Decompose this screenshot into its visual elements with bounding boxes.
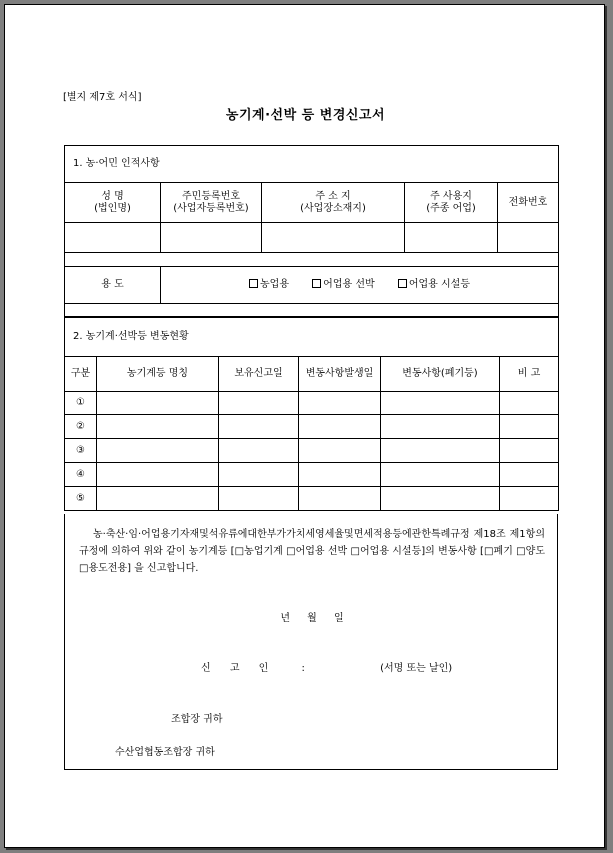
header-main-use-site: 주 사용지 (주종 어업) bbox=[405, 183, 498, 223]
reporter-line bbox=[201, 659, 452, 674]
header-remarks: 비 고 bbox=[500, 357, 559, 392]
addressee-cooperative: 조합장 귀하 bbox=[171, 714, 223, 725]
table-row bbox=[65, 439, 559, 463]
usage-row bbox=[65, 267, 559, 304]
table-row bbox=[65, 392, 559, 415]
checkbox-icon[interactable] bbox=[249, 279, 258, 288]
header-change-detail: 변동사항(폐기등) bbox=[381, 357, 500, 392]
usage-options bbox=[161, 267, 559, 304]
name-field[interactable] bbox=[65, 223, 161, 253]
row-number: ④ bbox=[65, 463, 97, 487]
header-change-date: 변동사항발생일 bbox=[299, 357, 381, 392]
spacer-row bbox=[65, 253, 559, 267]
usage-label: 용 도 bbox=[65, 267, 161, 304]
section1-heading: 1. 농·어민 인적사항 bbox=[65, 146, 559, 183]
document-title: 농기계·선박 등 변경신고서 bbox=[225, 108, 386, 123]
header-category: 구분 bbox=[65, 357, 97, 392]
section2-heading: 2. 농기계·선박등 변동현황 bbox=[65, 317, 559, 357]
form-number: [별지 제7호 서식] bbox=[63, 92, 142, 103]
section2-table bbox=[64, 316, 559, 511]
section1-header-row bbox=[65, 183, 559, 223]
row-number: ② bbox=[65, 415, 97, 439]
form-table bbox=[64, 145, 559, 318]
header-report-date: 보유신고일 bbox=[219, 357, 299, 392]
address-field[interactable] bbox=[262, 223, 405, 253]
header-machine-name: 농기계등 명칭 bbox=[97, 357, 219, 392]
row-number: ③ bbox=[65, 439, 97, 463]
main-use-site-field[interactable] bbox=[405, 223, 498, 253]
document-page bbox=[4, 4, 605, 848]
section1-input-row bbox=[65, 223, 559, 253]
row-number: ⑤ bbox=[65, 487, 97, 511]
header-address: 주 소 지 (사업장소재지) bbox=[262, 183, 405, 223]
usage-option-fishing-facility[interactable]: 어업용 시설등 bbox=[398, 279, 470, 290]
usage-option-agriculture[interactable]: 농업용 bbox=[249, 279, 289, 290]
header-name: 성 명 (법인명) bbox=[65, 183, 161, 223]
id-number-field[interactable] bbox=[161, 223, 262, 253]
declaration-text: 농·축산·임·어업용기자재및석유류에대한부가가치세영세율및면세적용등에관한특례규정 제18조 제1항의 규정에 의하여 위와 같이 농기계등 [□농업기계 □어업용 선박 □어업용 시설등]의 변동사항 [□폐기 □양도 □용도전용] 을 신고합니다. bbox=[79, 529, 545, 574]
checkbox-icon[interactable] bbox=[312, 279, 321, 288]
reporter-label: 신 고 인 bbox=[201, 663, 269, 674]
row-number: ① bbox=[65, 392, 97, 415]
table-row bbox=[65, 463, 559, 487]
date-line: 년 월 일 bbox=[280, 613, 344, 624]
signature-label: (서명 또는 날인) bbox=[380, 663, 453, 674]
usage-option-fishing-vessel[interactable]: 어업용 선박 bbox=[312, 279, 374, 290]
table-row bbox=[65, 415, 559, 439]
checkbox-icon[interactable] bbox=[398, 279, 407, 288]
phone-field[interactable] bbox=[498, 223, 559, 253]
table-row bbox=[65, 487, 559, 511]
declaration-box bbox=[64, 514, 558, 770]
addressee-fisheries-cooperative: 수산업협동조합장 귀하 bbox=[115, 747, 215, 758]
header-id-number: 주민등록번호 (사업자등록번호) bbox=[161, 183, 262, 223]
reporter-colon: : bbox=[301, 663, 305, 674]
header-phone: 전화번호 bbox=[498, 183, 559, 223]
section2-header-row bbox=[65, 357, 559, 392]
